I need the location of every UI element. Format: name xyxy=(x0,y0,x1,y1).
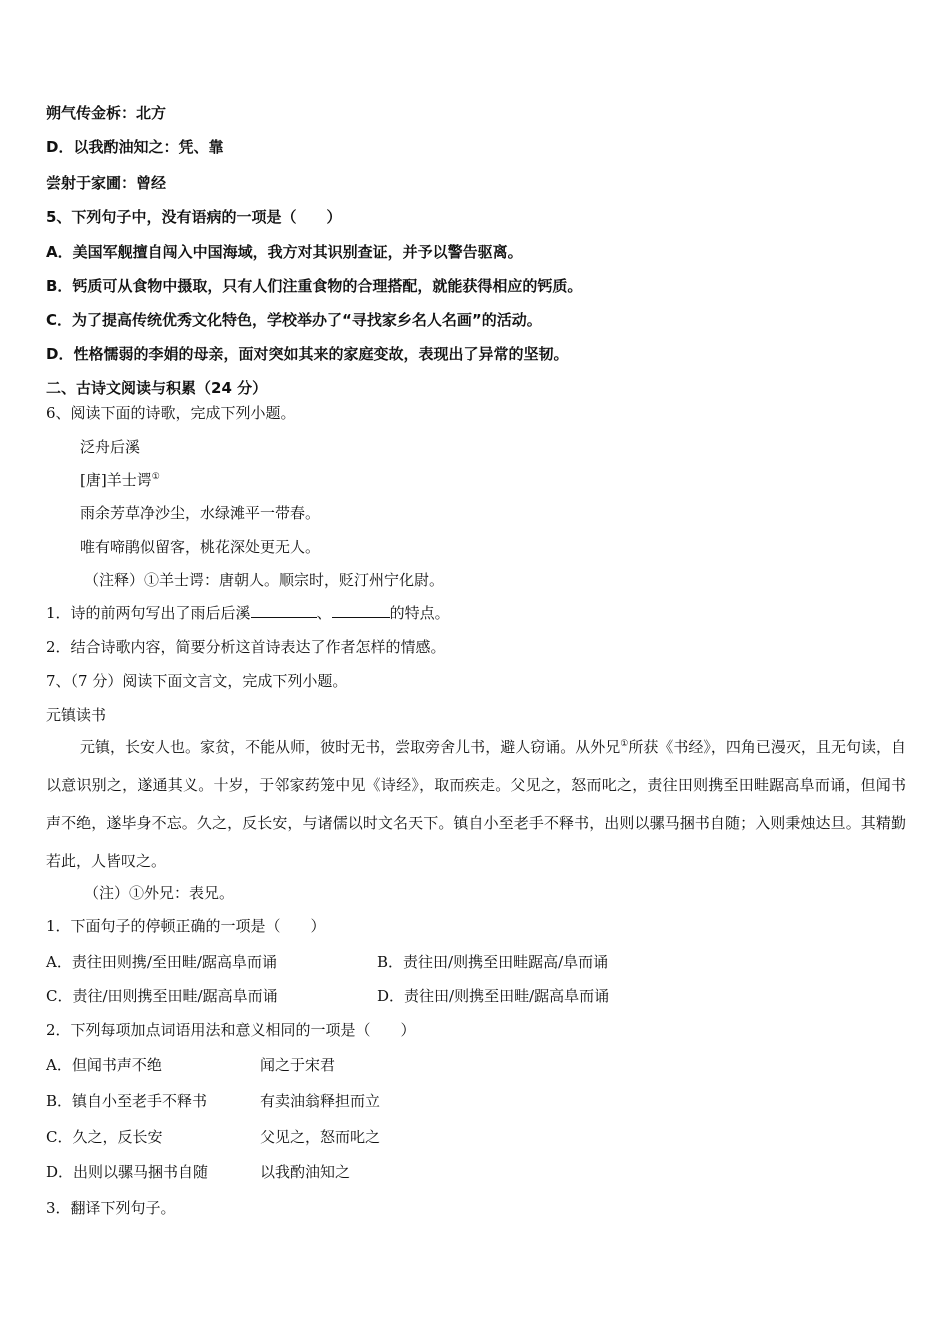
section-heading: 二、古诗文阅读与积累（24 分） xyxy=(46,379,268,397)
q6-stem: 6、阅读下面的诗歌，完成下列小题。 xyxy=(46,404,296,422)
poem-note: （注释）①羊士谔：唐朝人。顺宗时，贬汀州宁化尉。 xyxy=(84,571,445,589)
q7-sub2-row-c-left: C．久之，反长安 xyxy=(46,1128,163,1146)
q6-sub2: 2．结合诗歌内容，简要分析这首诗表达了作者怎样的情感。 xyxy=(46,638,446,656)
q7-sub2-row-d-left: D．出则以骡马捆书自随 xyxy=(46,1163,209,1181)
q4-option-d-second-line: 尝射于家圃：曾经 xyxy=(46,174,167,192)
note-marker: ① xyxy=(620,739,629,749)
poem-line-1: 雨余芳草净沙尘，水绿滩平一带春。 xyxy=(80,504,321,522)
q5-option-b: B．钙质可从食物中摄取，只有人们注重食物的合理搭配，就能获得相应的钙质。 xyxy=(46,277,583,295)
passage-note: （注）①外兄：表兄。 xyxy=(84,884,235,902)
q7-sub1-option-c: C．责往/田则携至田畦/踞高阜而诵 xyxy=(46,987,278,1005)
passage-title: 元镇读书 xyxy=(46,706,107,724)
poem-title: 泛舟后溪 xyxy=(80,438,141,456)
q7-sub2-row-b-right: 有卖油翁释担而立 xyxy=(260,1092,381,1110)
q6-sub1: 1．诗的前两句写出了雨后后溪 、 的特点。 xyxy=(46,604,450,622)
answer-blank-1[interactable] xyxy=(251,603,317,618)
q7-sub2-row-c-right: 父见之，怒而叱之 xyxy=(260,1128,381,1146)
q7-sub3: 3．翻译下列句子。 xyxy=(46,1199,176,1217)
q5-option-c: C．为了提高传统优秀文化特色，学校举办了“寻找家乡名人名画”的活动。 xyxy=(46,311,542,329)
q7-sub2-row-a-left: A．但闻书声不绝 xyxy=(46,1056,162,1074)
q7-sub2-row-a-right: 闻之于宋君 xyxy=(260,1056,336,1074)
q7-sub1-option-b: B．责往田/则携至田畦踞高/阜而诵 xyxy=(377,953,609,971)
q7-sub1-option-a: A．责往田则携/至田畦/踞高阜而诵 xyxy=(46,953,277,971)
q4-option-d: D．以我酌油知之：凭、靠 xyxy=(46,138,224,156)
q7-sub2-row-b-left: B．镇自小至老手不释书 xyxy=(46,1092,208,1110)
answer-blank-2[interactable] xyxy=(332,603,390,618)
q7-sub2: 2．下列每项加点词语用法和意义相同的一项是（ ） xyxy=(46,1021,416,1039)
poem-line-2: 唯有啼鹃似留客，桃花深处更无人。 xyxy=(80,538,321,556)
poem-author: [唐]羊士谔① xyxy=(80,471,160,489)
q7-stem: 7、（7 分）阅读下面文言文，完成下列小题。 xyxy=(46,672,348,690)
q7-sub1: 1．下面句子的停顿正确的一项是（ ） xyxy=(46,917,326,935)
q5-option-a: A．美国军舰擅自闯入中国海域，我方对其识别查证，并予以警告驱离。 xyxy=(46,243,523,261)
q4-option-c-second-line: 朔气传金柝：北方 xyxy=(46,104,167,122)
q5-option-d: D．性格懦弱的李娟的母亲，面对突如其来的家庭变故，表现出了异常的坚韧。 xyxy=(46,345,569,363)
note-marker: ① xyxy=(151,472,160,482)
q7-sub2-row-d-right: 以我酌油知之 xyxy=(260,1163,351,1181)
q7-sub1-option-d: D．责往田/则携至田畦/踞高阜而诵 xyxy=(377,987,610,1005)
classical-passage: 元镇，长安人也。家贫，不能从师，彼时无书，尝取旁舍儿书，避人窃诵。从外兄①所获《书经》，四角已漫灭，且无句读，自以意识别之，遂通其义。十岁，于邻家药笼中见《诗经》，取而疾走。父见之，怒而叱之，责往田则携至田畦踞高阜而诵，但闻书声不绝，遂毕身不忘。久之，反长安，与诸儒以时文名天下。镇自小至老手不释书，出则以骡马捆书自随；入则秉烛达旦。其精勤若此，人皆叹之。 xyxy=(46,738,906,870)
q5-stem: 5、下列句子中，没有语病的一项是（ ） xyxy=(46,208,342,226)
